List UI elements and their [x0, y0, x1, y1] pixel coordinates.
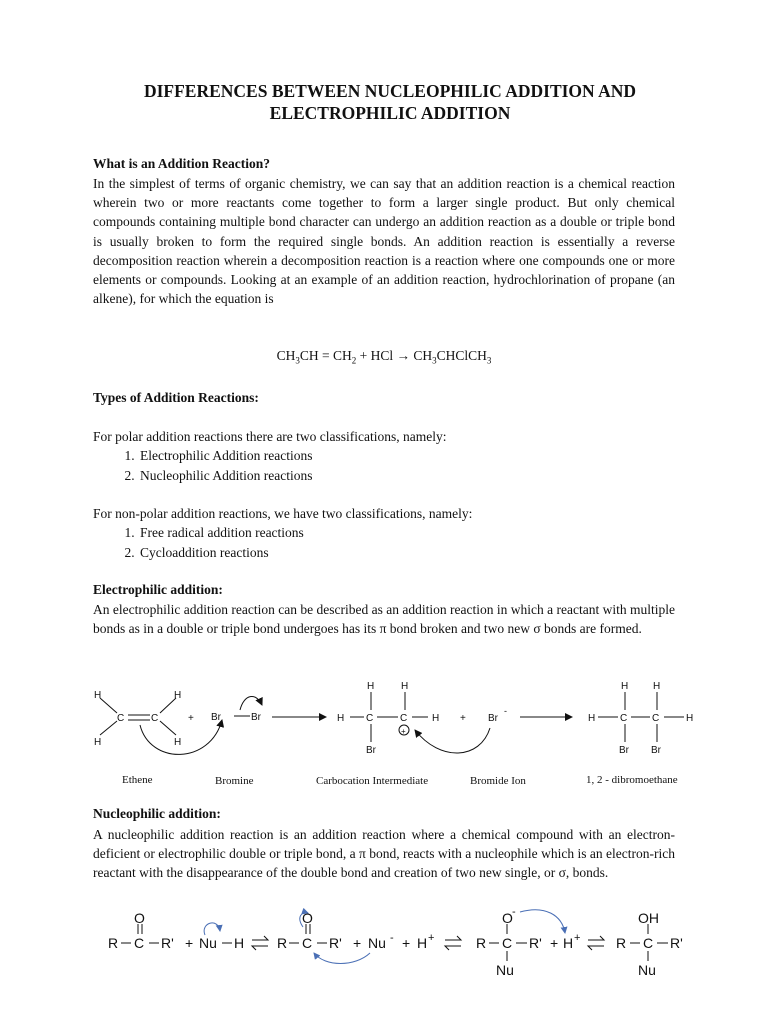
- polar-list: [98, 446, 312, 485]
- atom-label: C: [117, 713, 125, 724]
- atom-label: C: [366, 713, 374, 724]
- atom-label: O: [302, 910, 313, 926]
- positive-charge: +: [574, 932, 581, 944]
- atom-label: H: [621, 681, 629, 692]
- atom-label: H: [367, 681, 375, 692]
- caption-bromine: Bromine: [215, 775, 254, 787]
- negative-charge: -: [504, 706, 507, 716]
- document-title: DIFFERENCES BETWEEN NUCLEOPHILIC ADDITION AND ELECTROPHILIC ADDITION: [143, 81, 637, 123]
- atom-label: R': [529, 935, 542, 951]
- atom-label: H: [234, 935, 245, 951]
- atom-label: H: [401, 681, 409, 692]
- atom-label: C: [302, 935, 313, 951]
- atom-label: H: [94, 690, 102, 701]
- atom-label: C: [400, 713, 408, 724]
- plus-sign: +: [402, 935, 411, 951]
- caption-ethene: Ethene: [122, 774, 153, 786]
- atom-label: R': [670, 935, 683, 951]
- atom-label: H: [563, 935, 574, 951]
- section-heading-types: Types of Addition Reactions:: [93, 390, 259, 405]
- atom-label: R: [616, 935, 627, 951]
- atom-label: C: [151, 713, 159, 724]
- nucleophilic-paragraph: A nucleophilic addition reaction is an addition reaction where a chemical compound with an electron-deficient or electrophilic double or triple bond, a π bond, reacts with a nucleophile which is an electron-rich reactant with the disappearance of the double bond and creation of two new single, or σ, bonds.: [93, 827, 675, 881]
- atom-label: Nu: [368, 935, 386, 951]
- atom-label: R: [277, 935, 288, 951]
- plus-sign: +: [550, 935, 559, 951]
- atom-label: C: [134, 935, 145, 951]
- nonpolar-intro: For non-polar addition reactions, we have two classifications, namely:: [93, 506, 473, 521]
- atom-label: H: [174, 737, 182, 748]
- polar-intro: For polar addition reactions there are two classifications, namely:: [93, 429, 447, 444]
- plus-sign: +: [188, 713, 194, 724]
- atom-label: H: [174, 690, 182, 701]
- nucleophilic-mechanism-diagram: [0, 905, 768, 985]
- atom-label: R: [476, 935, 487, 951]
- reaction-arrow: →: [396, 348, 410, 363]
- atom-label: Nu: [199, 935, 217, 951]
- electrophilic-mechanism-diagram: [0, 670, 768, 795]
- electrophilic-paragraph: An electrophilic addition reaction can be described as an addition reaction in which a reactant with multiple bonds as in a double or triple bond undergoes has its π bond broken and two new σ bonds are formed.: [93, 602, 675, 637]
- negative-charge: -: [390, 932, 394, 944]
- atom-label: Br: [366, 745, 376, 756]
- atom-label: H: [653, 681, 661, 692]
- section-heading-electrophilic: Electrophilic addition:: [93, 582, 223, 597]
- list-item: 1. Electrophilic Addition reactions: [138, 446, 312, 466]
- atom-label: C: [643, 935, 654, 951]
- positive-charge: +: [428, 932, 435, 944]
- atom-label: H: [432, 713, 440, 724]
- atom-label: Br: [651, 745, 661, 756]
- caption-bromide-ion: Bromide Ion: [470, 775, 526, 787]
- plus-sign: +: [460, 713, 466, 724]
- atom-label: Br: [619, 745, 629, 756]
- atom-label: Nu: [638, 962, 656, 978]
- list-item: 1. Free radical addition reactions: [138, 523, 304, 543]
- equation: $CH_3CH = CH_2$ + HCl → $CH_3CHClCH_3$: [276, 348, 492, 366]
- atom-label: C: [502, 935, 513, 951]
- atom-label: H: [94, 737, 102, 748]
- caption-carbocation: Carbocation Intermediate: [316, 775, 429, 787]
- plus-sign: +: [185, 935, 194, 951]
- atom-label: Br: [488, 713, 498, 724]
- nonpolar-list: [98, 523, 304, 562]
- atom-label: C: [652, 713, 660, 724]
- atom-label: Nu: [496, 962, 514, 978]
- atom-label: O: [502, 910, 513, 926]
- atom-label: O: [134, 910, 145, 926]
- atom-label: Br: [211, 712, 221, 723]
- atom-label: H: [417, 935, 428, 951]
- positive-charge: +: [401, 727, 406, 736]
- addition-reaction-paragraph: In the simplest of terms of organic chemistry, we can say that an addition reaction is a chemical reaction wherein two or more reactants come together to form a larger single product. But only chemical compounds containing multiple bond character can undergo an addition reaction as a double or triple bond is usually broken to form the required single bonds. An addition reaction is essentially a reverse decomposition reaction wherein a decomposition reaction is a reaction where one compounds one or more elements or compounds. Looking at an example of an addition reaction, hydrochlorination of propane (an alkene), for which the equation is: [93, 176, 675, 307]
- atom-label: H: [686, 713, 694, 724]
- atom-label: H: [337, 713, 345, 724]
- atom-label: R: [108, 935, 119, 951]
- atom-label: OH: [638, 910, 659, 926]
- list-item: 2. Nucleophilic Addition reactions: [138, 466, 312, 486]
- caption-dibromoethane: 1, 2 - dibromoethane: [586, 774, 678, 786]
- atom-label: H: [588, 713, 596, 724]
- list-item: 2. Cycloaddition reactions: [138, 543, 304, 563]
- atom-label: C: [620, 713, 628, 724]
- atom-label: R': [161, 935, 174, 951]
- atom-label: R': [329, 935, 342, 951]
- section-heading-nucleophilic: Nucleophilic addition:: [93, 806, 221, 821]
- atom-label: Br: [251, 712, 261, 723]
- section-heading-addition-reaction: What is an Addition Reaction?: [93, 156, 271, 171]
- negative-charge: -: [512, 906, 516, 918]
- plus-sign: +: [353, 935, 362, 951]
